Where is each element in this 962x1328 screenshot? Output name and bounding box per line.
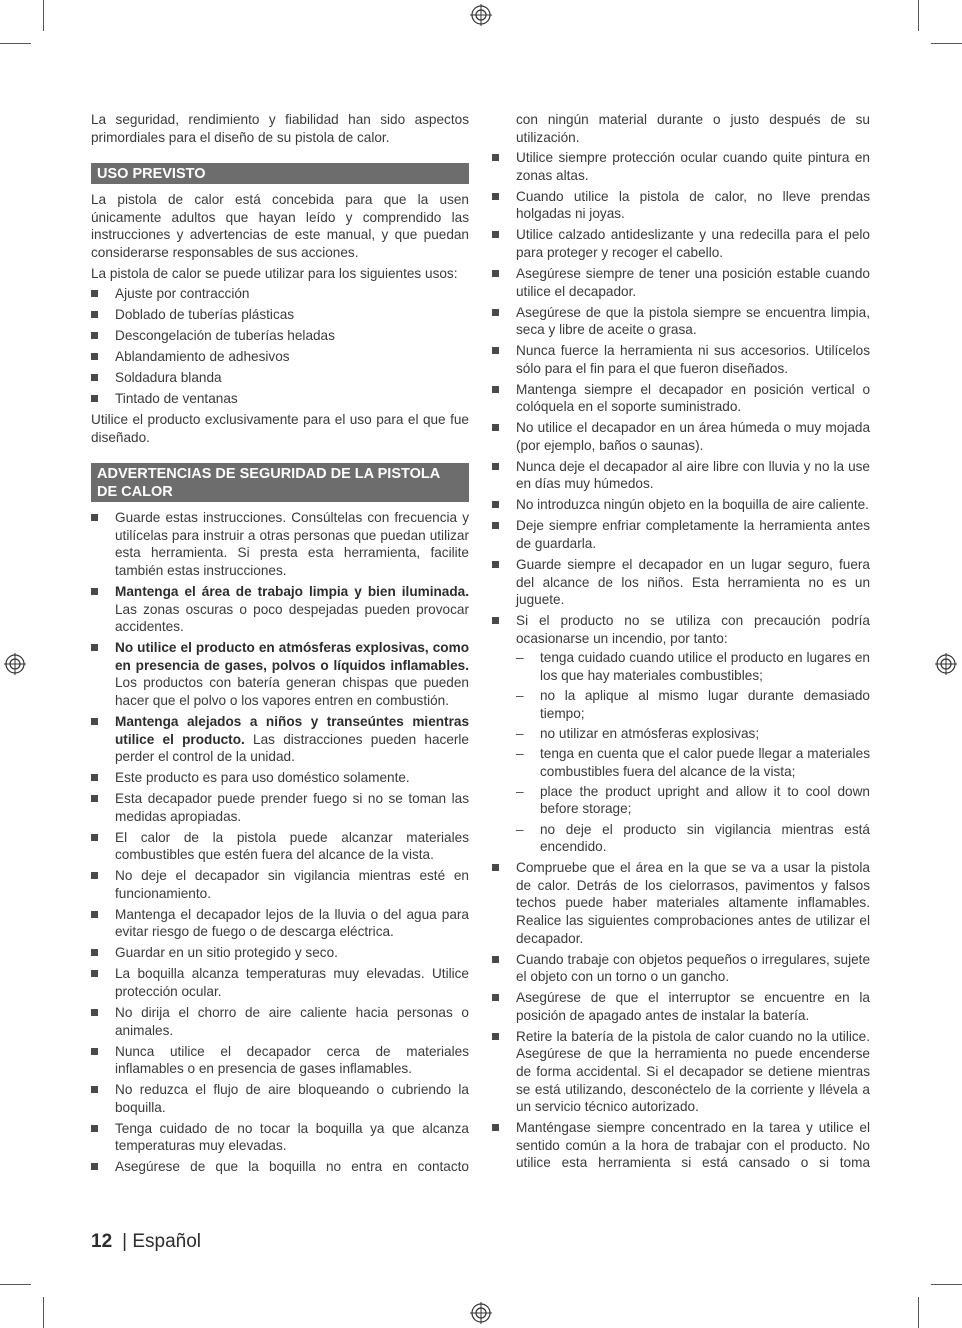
list-item: Guarde siempre el decapador en un lugar seguro, fuera del alcance de los niños. Esta herramienta no es un juguete. [492,556,870,609]
item-text: Las zonas oscuras o poco despejadas pueden provocar accidentes. [115,601,469,635]
item-text: Guarde estas instrucciones. Consúltelas con frecuencia y utilícelas para instruir a otras personas que puedan utilizar esta herramienta. Si presta esta herramienta, facilite también estas instrucciones. [115,510,469,579]
item-text: El calor de la pistola puede alcanzar materiales combustibles que estén fuera del alcance de la vista. [115,829,469,863]
footer-language: | Español [122,1231,202,1252]
item-text: No deje el decapador sin vigilancia mientras esté en funcionamiento. [115,868,469,901]
list-item: Tintado de ventanas [91,390,469,408]
list-item: Nunca fuerce la herramienta ni sus accesorios. Utilícelos sólo para el fin para el que fueron diseñados. [492,342,870,377]
crop-mark [931,1284,962,1285]
intro-paragraph: La seguridad, rendimiento y fiabilidad han sido aspectos primordiales para el diseño de su pistola de calor. [91,112,469,145]
list-item [91,829,469,864]
list-item [91,769,469,787]
page-footer [91,1230,201,1254]
list-item [91,906,469,941]
list-item: Mantenga siempre el decapador en posición vertical o colóquela en el soporte suministrado. [492,381,870,416]
warnings-list-continued [492,149,870,1172]
fire-sublist [516,649,870,856]
crop-mark [918,0,919,31]
registration-mark-icon [935,653,957,675]
list-item: Utilice calzado antideslizante y una redecilla para el pelo para proteger y recoger el cabello. [492,226,870,261]
list-item [91,1120,469,1155]
bold-lead: Mantenga alejados a niños y transeúntes mientras utilice el producto. [115,713,469,747]
registration-mark-icon [4,653,26,675]
uses-list [91,285,469,408]
item-text: No dirija el chorro de aire caliente hacia personas o animales. [115,1004,469,1038]
bold-lead: Mantenga el área de trabajo limpia y bien iluminada. [115,584,469,600]
list-item [91,509,469,579]
list-item: Soldadura blanda [91,369,469,387]
item-text: Las distracciones pueden hacerle perder el control de la unidad. [115,731,469,765]
sub-list-item: – place the product upright and allow it to cool down before storage; [516,783,870,818]
list-item: No introduzca ningún objeto en la boquilla de aire caliente. [492,496,870,514]
list-item [91,867,469,902]
paragraph: Utilice el producto exclusivamente para el uso para el que fue diseñado. [91,412,469,445]
list-item: No utilice el decapador en un área húmeda o muy mojada (por ejemplo, baños o saunas). [492,419,870,454]
list-item [91,944,469,962]
paragraph: La pistola de calor está concebida para que la usen únicamente adultos que hayan leído y comprendido las instrucciones y advertencias de este manual, y que puedan considerarse responsables de sus acciones. [91,192,469,260]
crop-mark [0,43,31,44]
crop-mark [43,0,44,31]
list-item: Asegúrese siempre de tener una posición estable cuando utilice el decapador. [492,265,870,300]
list-item: Utilice siempre protección ocular cuando quite pintura en zonas altas. [492,149,870,184]
list-item: Manténgase siempre concentrado en la tarea y utilice el sentido común a la hora de trabajar con el producto. No utilice esta herramienta si está cansado o si toma [492,1119,870,1172]
sub-list-item: – no la aplique al mismo lugar durante demasiado tiempo; [516,687,870,722]
list-item: Ablandamiento de adhesivos [91,348,469,366]
item-text: Asegúrese de que la boquilla no entra en contacto [115,1159,469,1175]
list-item: Doblado de tuberías plásticas [91,306,469,324]
left-column [91,111,469,1179]
list-item: Asegúrese de que el interruptor se encuentre en la posición de apagado antes de instalar la batería. [492,989,870,1024]
list-item: Deje siempre enfriar completamente la herramienta antes de guardarla. [492,517,870,552]
list-item [91,713,469,766]
list-item: Retire la batería de la pistola de calor cuando no la utilice. Asegúrese de que la herramienta no puede encenderse de forma accidental. Si el decapador se detiene mientras se está utilizando, desconéctelo de la corriente y llévela a un servicio técnico autorizado. [492,1028,870,1116]
item-text: Guardar en un sitio protegido y seco. [115,945,338,961]
list-item: Descongelación de tuberías heladas [91,327,469,345]
right-column [492,111,870,1175]
list-item [91,965,469,1000]
paragraph: La pistola de calor se puede utilizar para los siguientes usos: [91,265,458,281]
list-item: Ajuste por contracción [91,285,469,303]
crop-mark [918,1297,919,1328]
continued-text: con ningún material durante o justo después de su utilización. [516,112,870,145]
sub-list-item: – tenga en cuenta que el calor puede llegar a materiales combustibles fuera del alcance de la vista; [516,745,870,780]
list-item [91,1081,469,1116]
list-item [91,583,469,636]
list-item: Asegúrese de que la pistola siempre se encuentra limpia, seca y libre de aceite o grasa. [492,304,870,339]
list-item: Nunca deje el decapador al aire libre con lluvia y no la use en días muy húmedos. [492,458,870,493]
list-item: Cuando trabaje con objetos pequeños o irregulares, sujete el objeto con un torno o un gancho. [492,951,870,986]
list-item [492,612,870,856]
crop-mark [931,43,962,44]
item-text: Esta decapador puede prender fuego si no se toman las medidas apropiadas. [115,791,469,824]
item-text: Mantenga el decapador lejos de la lluvia o del agua para evitar riesgo de fuego o de descarga eléctrica. [115,906,469,940]
list-item [91,639,469,709]
sub-list-item: – tenga cuidado cuando utilice el producto en lugares en los que hay materiales combustibles; [516,649,870,684]
list-item: Compruebe que el área en la que se va a usar la pistola de calor. Detrás de los cielorrasos, pavimentos y falsos techos puede haber materiales altamente inflamables. Realice las siguientes comprobaciones antes de utilizar el decapador. [492,859,870,947]
item-text: Este producto es para uso doméstico solamente. [115,770,410,786]
list-item [91,1158,469,1176]
registration-mark-icon [470,4,492,26]
section-heading-advertencias: ADVERTENCIAS DE SEGURIDAD DE LA PISTOLA DE CALOR [91,463,469,502]
item-text: Nunca utilice el decapador cerca de materiales inflamables o en presencia de gases inflamables. [115,1043,469,1077]
sub-list-item: – no deje el producto sin vigilancia mientras está encendido. [516,821,870,856]
warnings-list [91,509,469,1176]
registration-mark-icon [470,1302,492,1324]
bold-lead: No utilice el producto en atmósferas explosivas, como en presencia de gases, polvos o líquidos inflamables. [115,640,469,673]
page-number: 12 [91,1231,113,1252]
section-heading-uso-previsto: USO PREVISTO [91,163,469,184]
sub-list-item: – no utilizar en atmósferas explosivas; [516,725,870,743]
item-text: No reduzca el flujo de aire bloqueando o cubriendo la boquilla. [115,1082,469,1115]
list-item [91,1043,469,1078]
crop-mark [43,1297,44,1328]
item-text: La boquilla alcanza temperaturas muy elevadas. Utilice protección ocular. [115,966,469,999]
crop-mark [0,1284,31,1285]
list-item [91,1004,469,1039]
item-text: Tenga cuidado de no tocar la boquilla ya que alcanza temperaturas muy elevadas. [115,1120,469,1154]
list-item: Cuando utilice la pistola de calor, no lleve prendas holgadas ni joyas. [492,188,870,223]
item-text: Los productos con batería generan chispas que pueden hacer que el polvo o los vapores entren en combustión. [115,675,469,708]
item-text: Si el producto no se utiliza con precaución podría ocasionarse un incendio, por tanto: [516,613,870,646]
list-item [91,790,469,825]
